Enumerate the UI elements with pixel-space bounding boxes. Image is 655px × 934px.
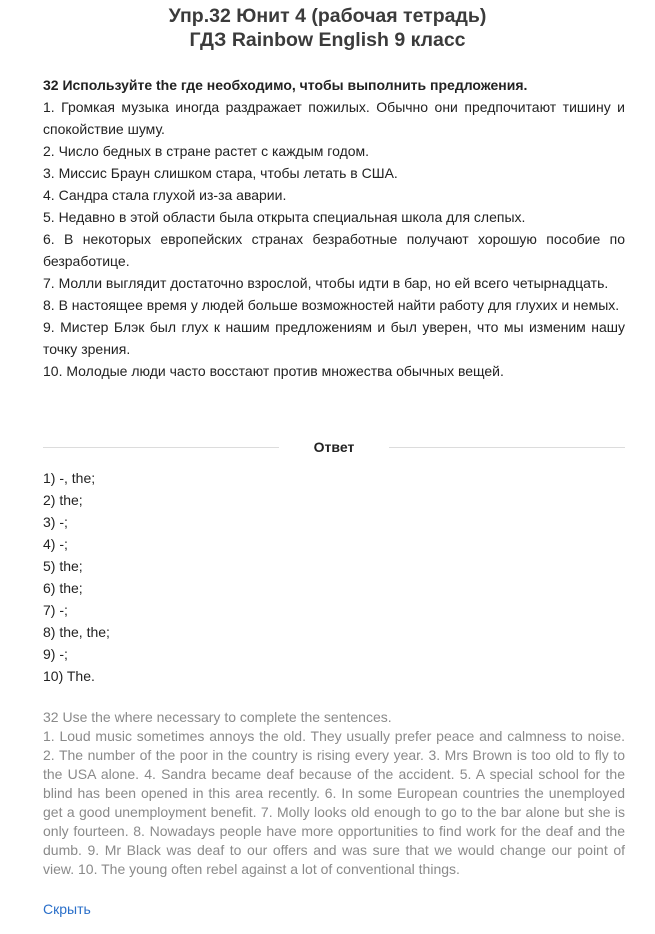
- page-title-line-2: ГДЗ Rainbow English 9 класс: [189, 29, 466, 51]
- task-sentence: 2. Число бедных в стране растет с каждым годом.: [43, 143, 370, 159]
- hide-translation-link[interactable]: Скрыть: [43, 901, 91, 917]
- task-sentences: [43, 96, 625, 382]
- answer-item: 4) -;: [43, 536, 68, 552]
- task-sentence: 9. Мистер Блэк был глух к нашим предложениям и был уверен, что мы изменим нашу точку зрения.: [43, 319, 625, 357]
- answer-item: 6) the;: [43, 580, 83, 596]
- answer-item: 9) -;: [43, 646, 68, 662]
- answer-list: [43, 467, 343, 687]
- task-sentence: 4. Сандра стала глухой из-за аварии.: [43, 187, 287, 203]
- answer-item: 8) the, the;: [43, 624, 110, 640]
- task-section: [43, 74, 625, 382]
- task-sentence: 1. Громкая музыка иногда раздражает пожилых. Обычно они предпочитают тишину и спокойствие шуму.: [43, 99, 625, 137]
- answer-label: Ответ: [313, 439, 355, 455]
- task-sentence: 7. Молли выглядит достаточно взрослой, чтобы идти в бар, но ей всего четырнадцать.: [43, 275, 609, 291]
- translation-text: 1. Loud music sometimes annoys the old. They usually prefer peace and calmness to noise. 2. The number of the poor in the country is rising every year. 3. Mrs Brown is too old to fly to the USA alone. 4. Sandra became deaf because of the accident. 5. A special school for the blind has been opened in this area recently. 6. In some European countries the unemployed get a good unemployment benefit. 7. Molly looks old enough to go to the bar alone but she is only fourteen. 8. Nowadays people have more opportunities to find work for the deaf and the dumb. 9. Mr Black was deaf to our offers and was sure that we would change our point of view. 10. The young often rebel against a lot of conventional things.: [43, 728, 625, 877]
- page-title: [0, 4, 655, 52]
- translation-section: [43, 708, 625, 879]
- task-sentence: 8. В настоящее время у людей больше возможностей найти работу для глухих и немых.: [43, 297, 620, 313]
- task-sentence: 10. Молодые люди часто восстают против множества обычных вещей.: [43, 363, 504, 379]
- translation-heading: 32 Use the where necessary to complete the sentences.: [43, 709, 392, 725]
- answer-item: 2) the;: [43, 492, 83, 508]
- task-heading: 32 Используйте the где необходимо, чтобы выполнить предложения.: [43, 77, 528, 93]
- answer-item: 10) The.: [43, 668, 95, 684]
- task-sentence: 5. Недавно в этой области была открыта специальная школа для слепых.: [43, 209, 526, 225]
- answer-item: 7) -;: [43, 602, 68, 618]
- answer-item: 3) -;: [43, 514, 68, 530]
- answer-item: 5) the;: [43, 558, 83, 574]
- page-title-line-1: Упр.32 Юнит 4 (рабочая тетрадь): [168, 5, 487, 27]
- task-sentence: 3. Миссис Браун слишком стара, чтобы летать в США.: [43, 165, 398, 181]
- answer-divider: [43, 436, 625, 458]
- task-sentence: 6. В некоторых европейских странах безработные получают хорошую пособие по безработице.: [43, 231, 625, 269]
- answer-item: 1) -, the;: [43, 470, 96, 486]
